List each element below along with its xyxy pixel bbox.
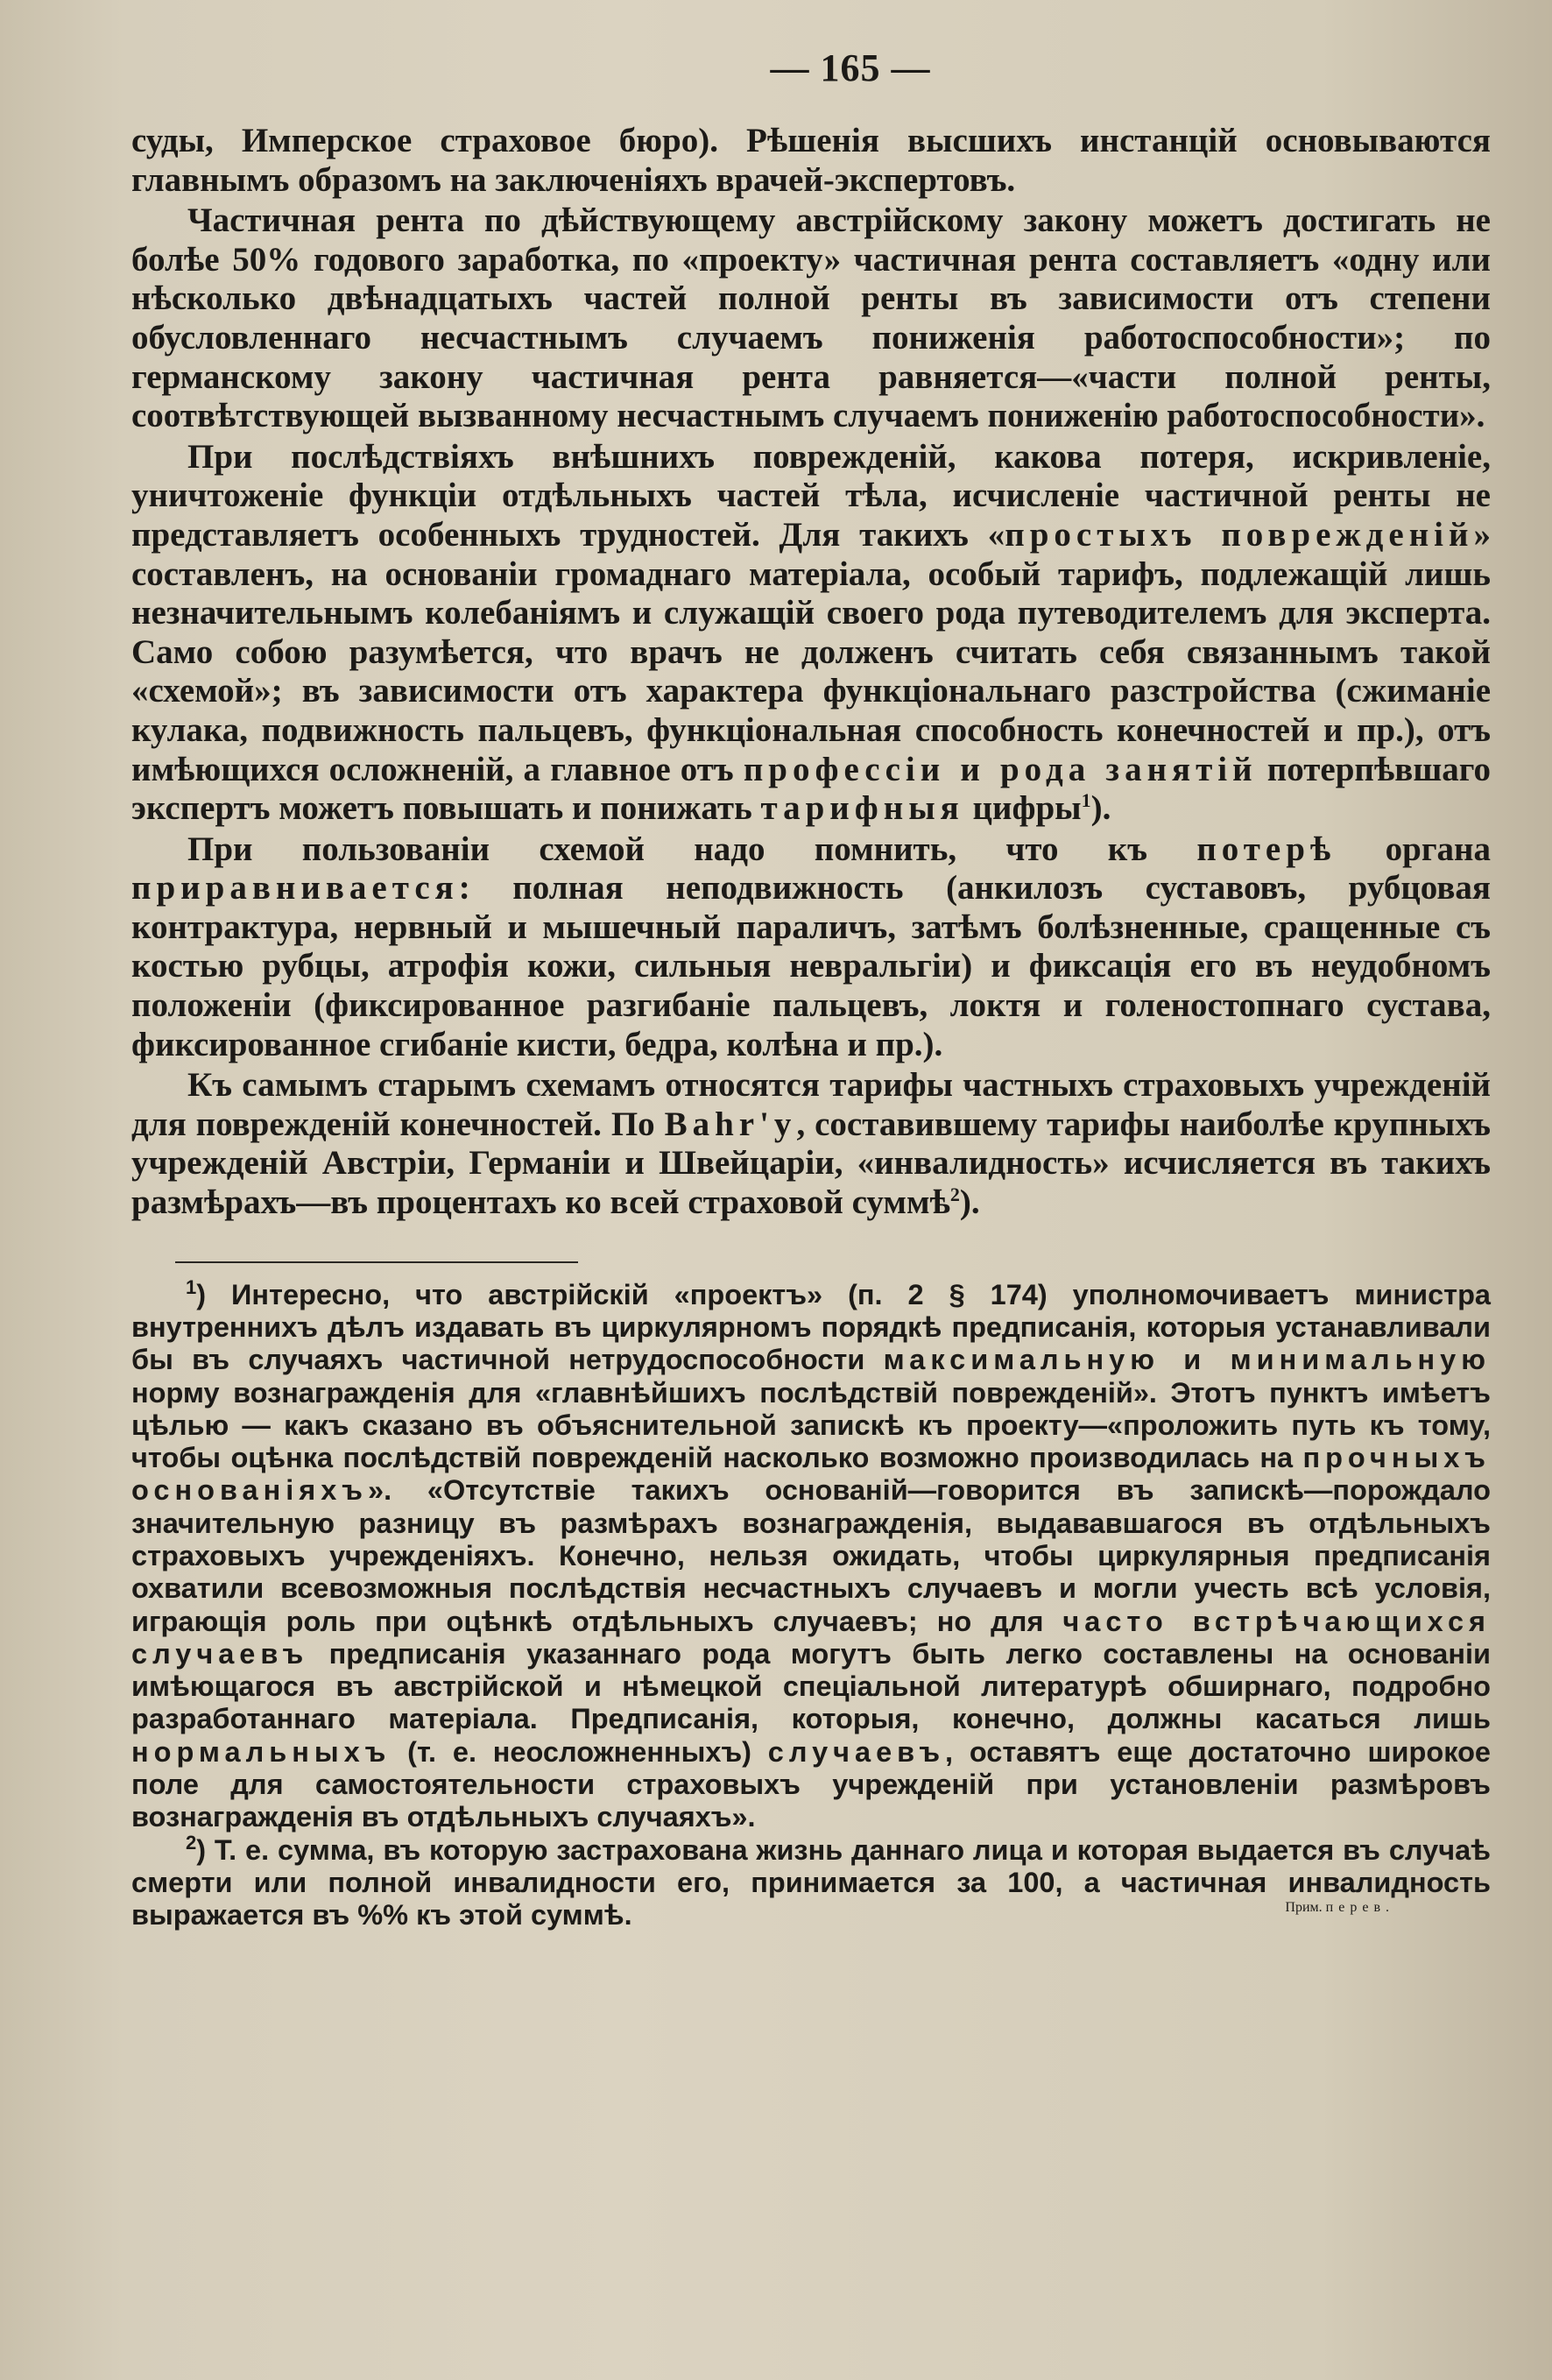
text-run: : полная неподвижность (анкилозъ суставовъ, рубцовая контрактура, нервный и мышечный параличъ, затѣмъ болѣзненные, сращенные съ костью рубцы, атрофія кожи, сильныя невральгіи) и фиксація его въ неудобномъ положеніи (фиксированное разгибаніе пальцевъ, локтя и голеностопнаго сустава, фиксированное сгибаніе кисти, бедра, колѣна и пр.). xyxy=(131,869,1491,1063)
spaced-emphasis: прочныхъ основаніяхъ xyxy=(131,1442,1491,1507)
footnote-2 xyxy=(131,1831,1491,1932)
text-run: ). xyxy=(959,1183,980,1222)
text-run: органа xyxy=(1336,830,1492,868)
spaced-emphasis: нормальныхъ xyxy=(131,1735,392,1768)
spaced-emphasis: Bahr'у xyxy=(664,1105,797,1143)
footnote-ref: 2 xyxy=(949,1183,960,1206)
text-run: ) Т. е. сумма, въ которую застрахована жизнь даннаго лица и которая выдается въ случаѣ смерти или полной инвалидности его, принимается за 100, а частичная инвалидность выражается въ %% къ этой суммѣ. xyxy=(131,1833,1491,1932)
spaced-emphasis: профессіи и рода занятій xyxy=(743,750,1258,788)
spaced-emphasis: потерѣ xyxy=(1196,830,1337,868)
paragraph-partial-rent: Частичная рента по дѣйствующему австрійскому закону можетъ достигать не болѣе 50% годового заработка, по «проекту» частичная рента составляетъ «одну или нѣсколько двѣнадцатыхъ частей полной ренты въ зависимости отъ степени обусловленнаго несчастнымъ случаемъ пониженія работоспособности»; по германскому закону частичная рента равняется—«части полной ренты, соотвѣтствующей вызванному несчастнымъ случаемъ пониженію работоспособности». xyxy=(131,201,1491,435)
text-run: ». «Отсутствіе такихъ основаній—говорится въ запискѣ—порождало значительную разницу въ размѣрахъ вознагражденія, выдававшагося въ отдѣльныхъ страховыхъ учрежденіяхъ. Конечно, нельзя ожидать, чтобы циркулярныя предписанія охватили всевозможныя послѣдствія несчастныхъ случаевъ и могли учесть всѣ условія, играющія роль при оцѣнкѣ отдѣльныхъ случаевъ; но для xyxy=(131,1474,1491,1637)
footnote-1 xyxy=(131,1275,1492,1834)
text-run: » составленъ, на основаніи громаднаго матеріала, особый тарифъ, подлежащій лишь незначительнымъ колебаніямъ и служащій своего рода путеводителемъ для эксперта. Само собою разумѣется, что врачъ не долженъ считать себя связаннымъ такой «схемой»; въ зависимости отъ характера функціональнаго разстройства (сжиманіе кулака, подвижность пальцевъ, функціональная способность конечностей и пр.), отъ имѣющихся осложненій, а главное отъ xyxy=(131,515,1491,788)
text-run: предписанія указаннаго рода могутъ быть легко составлены на основаніи имѣющагося въ австрійской и нѣмецкой спеціальной литературѣ обширнаго, подробно разработаннаго матеріала. Предписанія, которыя, конечно, должны касаться лишь xyxy=(131,1637,1491,1735)
spaced-emphasis: максимальную и минимальную xyxy=(883,1344,1492,1376)
text-run: При послѣдствіяхъ внѣшнихъ поврежденій, какова потеря, искривленіе, уничтоженіе функціи отдѣльныхъ частей тѣла, исчисленіе частичной ренты не представляетъ особенныхъ трудностей. Для такихъ « xyxy=(131,437,1491,554)
text-run: норму вознагражденія для «главнѣйшихъ послѣдствій поврежденій». Этотъ пунктъ имѣетъ цѣлью — какъ сказано въ объяснительной запискѣ къ проекту—«проложить путь къ тому, чтобы оцѣнка послѣдствій поврежденій насколько возможно производилась на xyxy=(131,1376,1491,1474)
text-run: При пользованіи схемой надо помнить, что къ xyxy=(187,830,1197,868)
spaced-emphasis: перев. xyxy=(1325,1899,1394,1915)
spaced-emphasis: случаевъ xyxy=(767,1735,946,1768)
text-run: Къ самымъ старымъ схемамъ относятся тарифы частныхъ страховыхъ учрежденій для поврежденій конечностей. По xyxy=(131,1066,1491,1143)
footnote-divider xyxy=(175,1261,578,1263)
footnote-ref: 1 xyxy=(1081,789,1091,812)
paragraph-old-schemes xyxy=(131,1066,1491,1222)
text-run: потерпѣвшаго экспертъ можетъ повышать и понижать xyxy=(131,750,1491,828)
footnote-marker: 2 xyxy=(186,1831,197,1854)
text-run: , оставятъ еще достаточно широкое поле для самостоятельности страховыхъ учрежденій при установленіи размѣровъ вознагражденія въ отдѣльныхъ случаяхъ». xyxy=(131,1735,1491,1833)
text-run: ) Интересно, что австрійскій «проектъ» (п. 2 § 174) уполномочиваетъ министра внутреннихъ дѣлъ издавать въ циркулярномъ порядкѣ предписанія, которыя устанавливали бы въ случаяхъ частичной нетрудоспособности xyxy=(131,1278,1491,1376)
spaced-emphasis: часто встрѣчающихся случаевъ xyxy=(131,1605,1491,1670)
spaced-emphasis: тарифныя xyxy=(760,789,964,828)
paragraph-scheme-usage xyxy=(131,830,1491,1065)
text-run: (т. е. неосложненныхъ) xyxy=(391,1735,768,1768)
footnotes xyxy=(131,1275,1492,1932)
main-text xyxy=(131,122,1491,1223)
footnote-marker: 1 xyxy=(186,1275,197,1298)
text-run: , составившему тарифы наиболѣе крупныхъ учрежденій Австріи, Германіи и Швейцаріи, «инвалидность» исчисляется въ такихъ размѣрахъ—въ процентахъ ко всей страховой суммѣ xyxy=(131,1105,1491,1222)
paragraph-external-injuries xyxy=(131,438,1491,829)
page-number: — 165 — xyxy=(770,46,931,89)
text-run: цифры xyxy=(963,789,1082,828)
spaced-emphasis: простыхъ поврежденій xyxy=(1005,515,1474,554)
text-run: Прим. xyxy=(1285,1899,1326,1915)
paragraph-continued: суды, Имперское страховое бюро). Рѣшенія высшихъ инстанцій основываются главнымъ образомъ на заключеніяхъ врачей-экспертовъ. xyxy=(131,122,1491,199)
spaced-emphasis: приравнивается xyxy=(131,869,459,908)
text-run: ). xyxy=(1090,789,1111,828)
